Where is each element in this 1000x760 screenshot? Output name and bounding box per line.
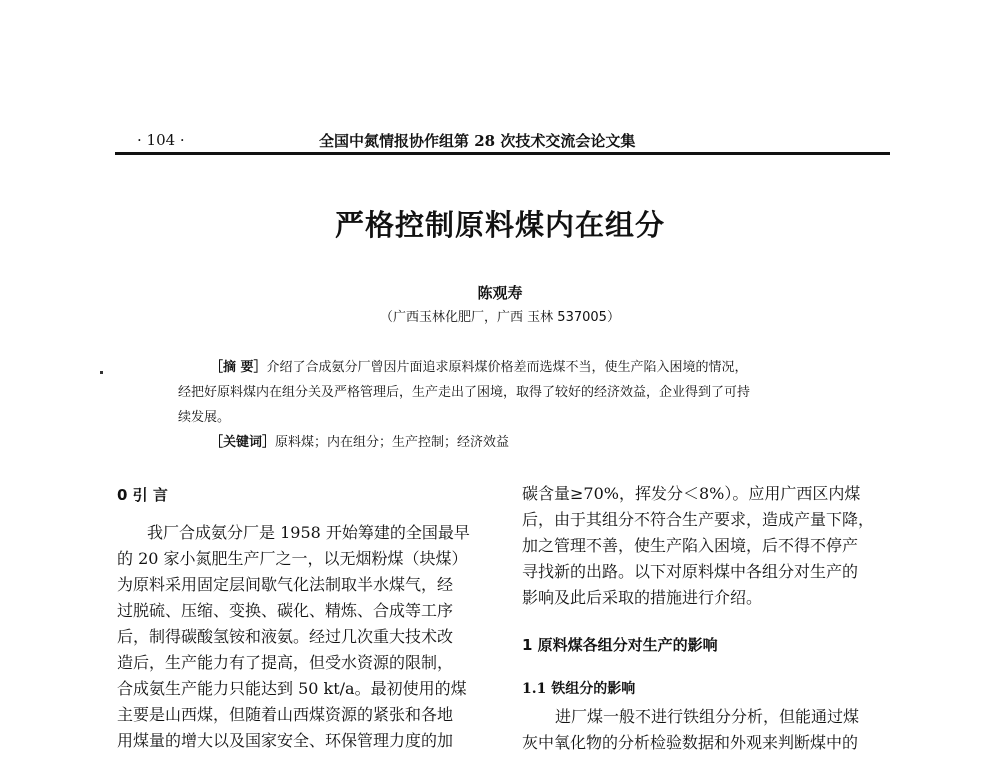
body-line: 后，制得碳酸氢铵和液氨。经过几次重大技术改	[117, 627, 454, 646]
body-line: 合成氨生产能力只能达到 50 kt/a。最初使用的煤	[117, 679, 467, 698]
body-line: 的 20 家小氮肥生产厂之一，以无烟粉煤（块煤）	[117, 549, 468, 568]
keywords-label: ［关键词］	[210, 435, 276, 450]
keywords-text: 原料煤；内在组分；生产控制；经济效益	[275, 435, 510, 450]
abstract-line	[210, 356, 748, 375]
running-title: 全国中氮情报协作组第 28 次技术交流会论文集	[319, 132, 636, 150]
abstract-label: ［摘 要］	[210, 360, 267, 375]
body-line: 影响及此后采取的措施进行介绍。	[522, 588, 763, 607]
stray-mark	[100, 371, 103, 374]
body-line: 过脱硫、压缩、变换、碳化、精炼、合成等工序	[117, 601, 454, 620]
body-line: 灰中氧化物的分析检验数据和外观来判断煤中的	[522, 733, 859, 752]
abstract-line: 经把好原料煤内在组分关及严格管理后，生产走出了困境，取得了较好的经济效益，企业得到了可持	[178, 385, 751, 400]
section-heading: 0 引 言	[117, 486, 168, 504]
section-heading: 1 原料煤各组分对生产的影响	[522, 636, 718, 654]
header-rule	[115, 152, 890, 155]
keywords-line	[210, 431, 509, 450]
abstract-text: 介绍了合成氨分厂曾因片面追求原料煤价格差而选煤不当，使生产陷入困境的情况，	[266, 360, 748, 375]
body-line: 碳含量≥70%，挥发分＜8%）。应用广西区内煤	[522, 484, 861, 503]
paper-title: 严格控制原料煤内在组分	[334, 208, 665, 242]
abstract-line: 续发展。	[178, 410, 231, 425]
body-line: 主要是山西煤，但随着山西煤资源的紧张和各地	[117, 705, 454, 724]
author: 陈观寿	[477, 284, 523, 302]
body-line: 造后，生产能力有了提高，但受水资源的限制，	[117, 653, 454, 672]
body-line: 我厂合成氨分厂是 1958 开始筹建的全国最早	[147, 523, 470, 542]
body-line: 用煤量的增大以及国家安全、环保管理力度的加	[117, 731, 454, 750]
page-number: · 104 ·	[137, 131, 185, 149]
body-line: 后，由于其组分不符合生产要求，造成产量下降，	[522, 510, 875, 529]
body-line: 寻找新的出路。以下对原料煤中各组分对生产的	[522, 562, 859, 581]
body-line: 加之管理不善，使生产陷入困境，后不得不停产	[522, 536, 859, 555]
subsection-heading: 1.1 铁组分的影响	[522, 681, 636, 697]
affiliation: （广西玉林化肥厂，广西 玉林 537005）	[380, 310, 620, 325]
body-line: 为原料采用固定层间歇气化法制取半水煤气，经	[117, 575, 454, 594]
body-line: 进厂煤一般不进行铁组分分析，但能通过煤	[555, 707, 860, 726]
